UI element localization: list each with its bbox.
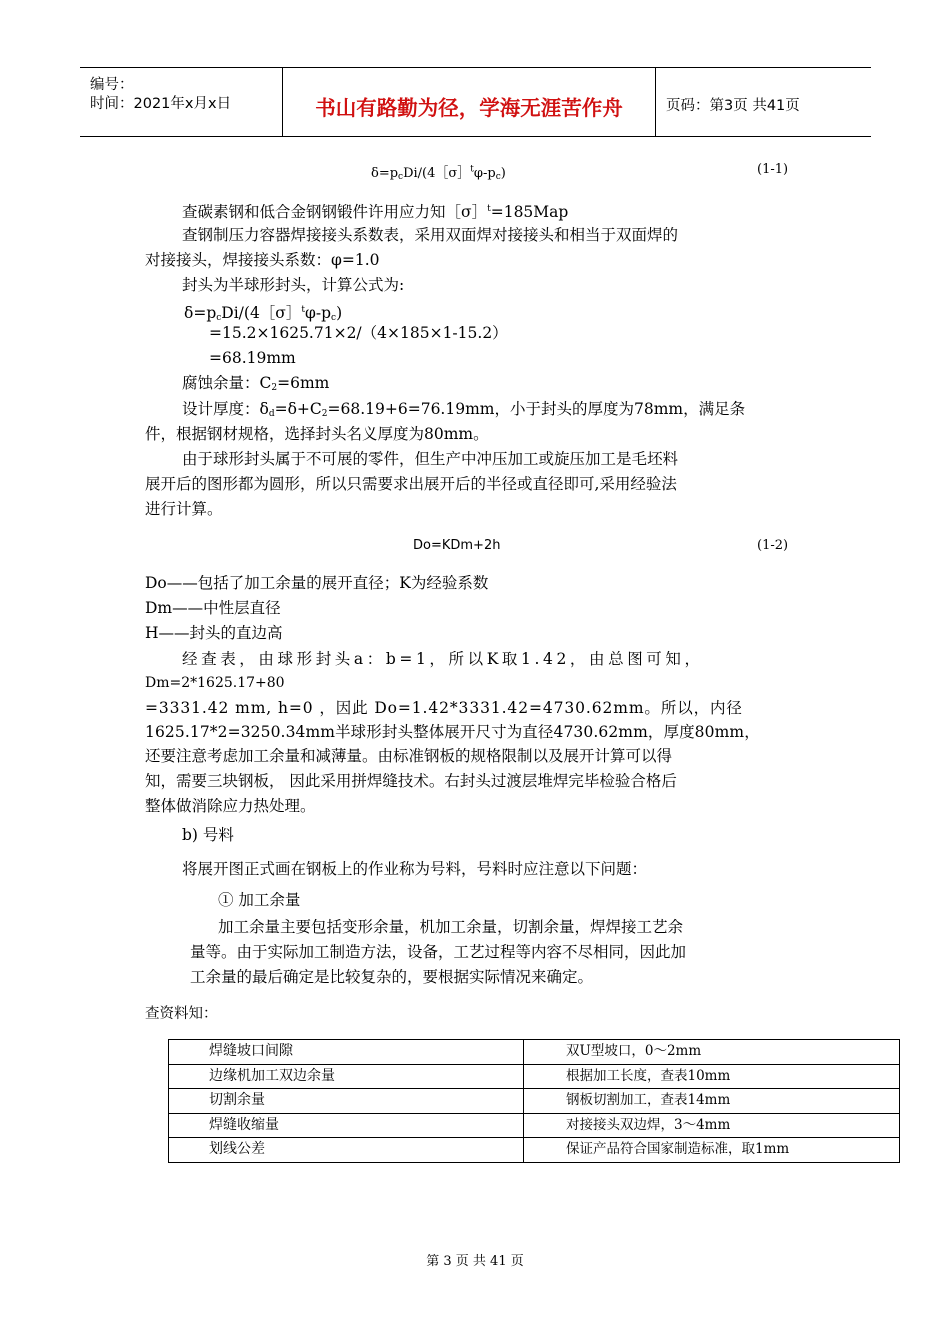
para-8b: 件，根据钢材规格，选择封头名义厚度为80mm。 (145, 425, 489, 443)
section-b-item-1: ① 加工余量 (218, 891, 301, 909)
time-label: 时间：2021年x月x日 (90, 96, 232, 112)
para-9a: 由于球形封头属于不可展的零件，但生产中冲压加工或旋压加工是毛坯料 (182, 450, 679, 468)
def-1: Do——包括了加工余量的展开直径；K为经验系数 (145, 574, 489, 592)
table-cell-value: 双U型坡口，0～2mm (524, 1040, 900, 1065)
motto: 书山有路勤为径，学海无涯苦作舟 (315, 96, 623, 120)
section-b-heading: b) 号料 (182, 826, 234, 844)
formula-1-number: (1-1) (757, 162, 789, 177)
table-cell-item: 焊缝收缩量 (169, 1113, 524, 1138)
para-7: 腐蚀余量：$C_2=6mm$ (182, 374, 330, 393)
header-page-cell (656, 68, 871, 136)
table-cell-item: 切割余量 (169, 1089, 524, 1114)
para-9c: 进行计算。 (145, 500, 223, 518)
def-2: Dm——中性层直径 (145, 599, 281, 617)
page-footer: 第 3 页 共 41 页 (426, 1254, 524, 1269)
para-9b: 展开后的图形都为圆形，所以只需要求出展开后的半径或直径即可,采用经验法 (145, 475, 677, 493)
para-6: =68.19mm (209, 349, 296, 367)
calc-6: 知，需要三块钢板， 因此采用拼焊缝技术。右封头过渡层堆焊完毕检验合格后 (145, 772, 677, 790)
table-row (169, 1064, 900, 1089)
calc-4: 1625.17*2=3250.34mm半球形封头整体展开尺寸为直径4730.62mm，厚度80mm， (145, 723, 760, 741)
allowance-table (168, 1039, 900, 1163)
table-cell-value: 对接接头双边焊，3～4mm (524, 1113, 900, 1138)
table-cell-value: 钢板切割加工，查表14mm (524, 1089, 900, 1114)
para-1: 查碳素钢和低合金钢钢锻件许用应力知［σ］$^t$=185Map (182, 203, 569, 222)
page-header (80, 67, 871, 137)
calc-2: Dm=2*1625.17+80 (145, 675, 285, 691)
formula-2: Do=KDm+2h (413, 538, 501, 553)
section-b-text-1: 加工余量主要包括变形余量，机加工余量，切割余量，焊焊接工艺余 (218, 918, 684, 936)
table-row (169, 1138, 900, 1163)
formula-2-number: (1-2) (757, 538, 789, 553)
def-3: H——封头的直边高 (145, 624, 283, 642)
para-4: $\delta=p_cDi/(4[\sigma]^t\varphi-p_c)$ (184, 304, 343, 324)
header-meta-cell (80, 68, 283, 136)
para-8a: 设计厚度：$\delta_d=\delta+C_2=68.19+6=76.19mm$，小于封头的厚度为78mm，满足条 (182, 400, 746, 419)
table-cell-item: 边缘机加工双边余量 (169, 1064, 524, 1089)
table-cell-value: 保证产品符合国家制造标准，取1mm (524, 1138, 900, 1163)
table-cell-item: 划线公差 (169, 1138, 524, 1163)
serial-label: 编号： (90, 77, 134, 93)
table-row (169, 1040, 900, 1065)
calc-1: 经查表，由球形封头a：b=1，所以K取1.42，由总图可知， (182, 650, 704, 668)
page-code: 页码：第3页 共41页 (666, 98, 800, 114)
para-2a: 查钢制压力容器焊接接头系数表，采用双面焊对接接头和相当于双面焊的 (182, 226, 679, 244)
calc-3: =3331.42 mm, h=0 ，因此 Do=1.42*3331.42=4730.62mm。所以，内径 (145, 699, 743, 717)
section-b-text-3: 工余量的最后确定是比较复杂的，要根据实际情况来确定。 (190, 968, 594, 986)
table-cell-item: 焊缝坡口间隙 (169, 1040, 524, 1065)
calc-7: 整体做消除应力热处理。 (145, 797, 316, 815)
para-2b: 对接接头，焊接接头系数：φ=1.0 (145, 251, 380, 269)
table-intro: 查资料知： (145, 1006, 218, 1022)
table-row (169, 1113, 900, 1138)
formula-1: $\delta=p_cDi/(4[\sigma]^t\varphi-p_c)$ (371, 164, 506, 182)
para-3: 封头为半球形封头，计算公式为: (182, 276, 405, 294)
para-5: =15.2×1625.71×2/（4×185×1-15.2） (209, 324, 508, 342)
table-row (169, 1089, 900, 1114)
section-b-text-2: 量等。由于实际加工制造方法，设备，工艺过程等内容不尽相同，因此加 (190, 943, 687, 961)
table-cell-value: 根据加工长度，查表10mm (524, 1064, 900, 1089)
calc-5: 还要注意考虑加工余量和减薄量。由标准钢板的规格限制以及展开计算可以得 (145, 747, 673, 765)
header-motto-cell (283, 68, 656, 136)
section-b-intro: 将展开图正式画在钢板上的作业称为号料，号料时应注意以下问题： (182, 860, 648, 878)
